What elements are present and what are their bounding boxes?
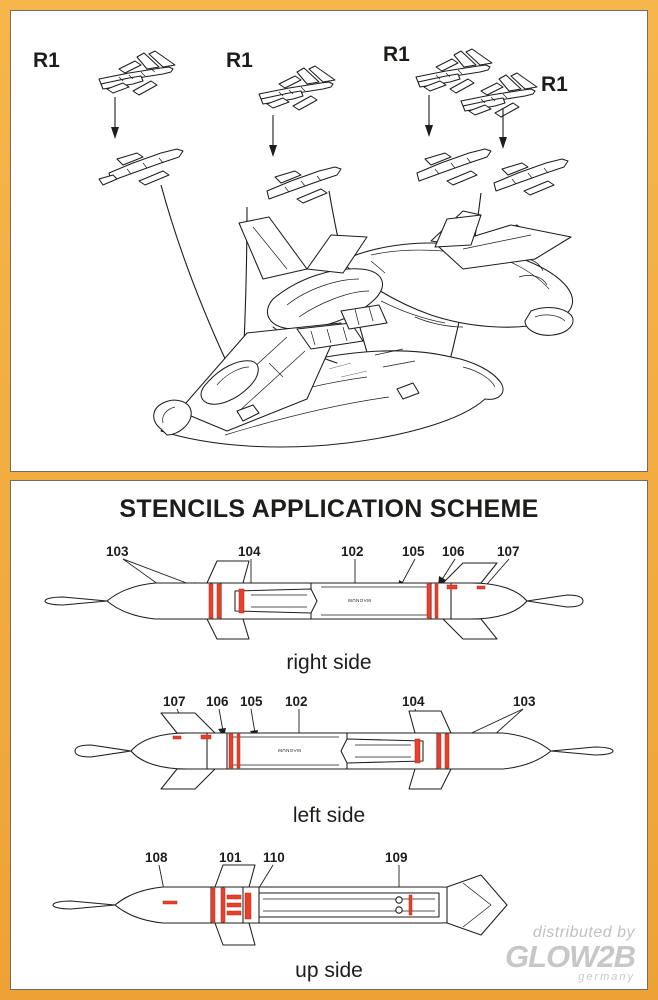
stencil-103-mark [209,584,213,618]
stencil-107-mark [477,586,485,589]
label-107-left: 107 [163,694,186,709]
caption-left-side: left side [292,804,366,827]
caption-up-side: up side [295,959,363,982]
svg-text:MAGNUM: MAGNUM [347,598,371,603]
launch-rail-3 [417,149,491,185]
label-105-left: 105 [240,694,263,709]
svg-text:MAGNUM: MAGNUM [277,748,301,753]
label-109-up: 109 [385,850,408,865]
launch-rail-1 [99,149,183,185]
missile-top-4 [461,73,537,117]
label-107-right: 107 [497,544,520,559]
stencil-105-mark [427,584,431,618]
stencils-scheme-panel [10,480,648,990]
label-106-left: 106 [206,694,229,709]
up-side-view-drawing [11,843,647,968]
watermark-brand: GLOW2B [504,939,635,974]
stencil-109-mark [409,895,412,915]
caption-right-side: right side [286,651,372,674]
stencil-106-mark [447,585,457,589]
stencil-108-mark [163,901,177,904]
missile-top-2 [259,66,335,110]
label-101-up: 101 [219,850,242,865]
attach-leader-1 [161,185,227,363]
label-102-right: 102 [341,544,364,559]
aircraft-assembly [154,211,573,447]
label-102-left: 102 [285,694,308,709]
label-103-left: 103 [513,694,536,709]
left-side-view-drawing [11,689,647,809]
label-105-right: 105 [402,544,425,559]
label-104-left: 104 [402,694,425,709]
label-110-up: 110 [263,850,285,865]
page-title: STENCILS APPLICATION SCHEME [119,495,539,523]
watermark-line-1: distributed by [532,924,635,941]
label-106-right: 106 [442,544,465,559]
watermark-country: germany [578,971,635,983]
callout-r1-1: R1 [33,49,60,72]
missile-top-3 [416,49,492,93]
callout-r1-2: R1 [226,49,253,72]
launch-rail-4 [494,159,568,195]
callout-r1-4: R1 [541,73,568,96]
label-103-right: 103 [106,544,129,559]
top-illustration-panel [10,10,648,472]
label-104-right: 104 [238,544,261,559]
stencil-104-mark [239,589,244,613]
callout-r1-3: R1 [383,43,410,66]
label-108-up: 108 [145,850,168,865]
missile-top-1 [99,51,175,95]
